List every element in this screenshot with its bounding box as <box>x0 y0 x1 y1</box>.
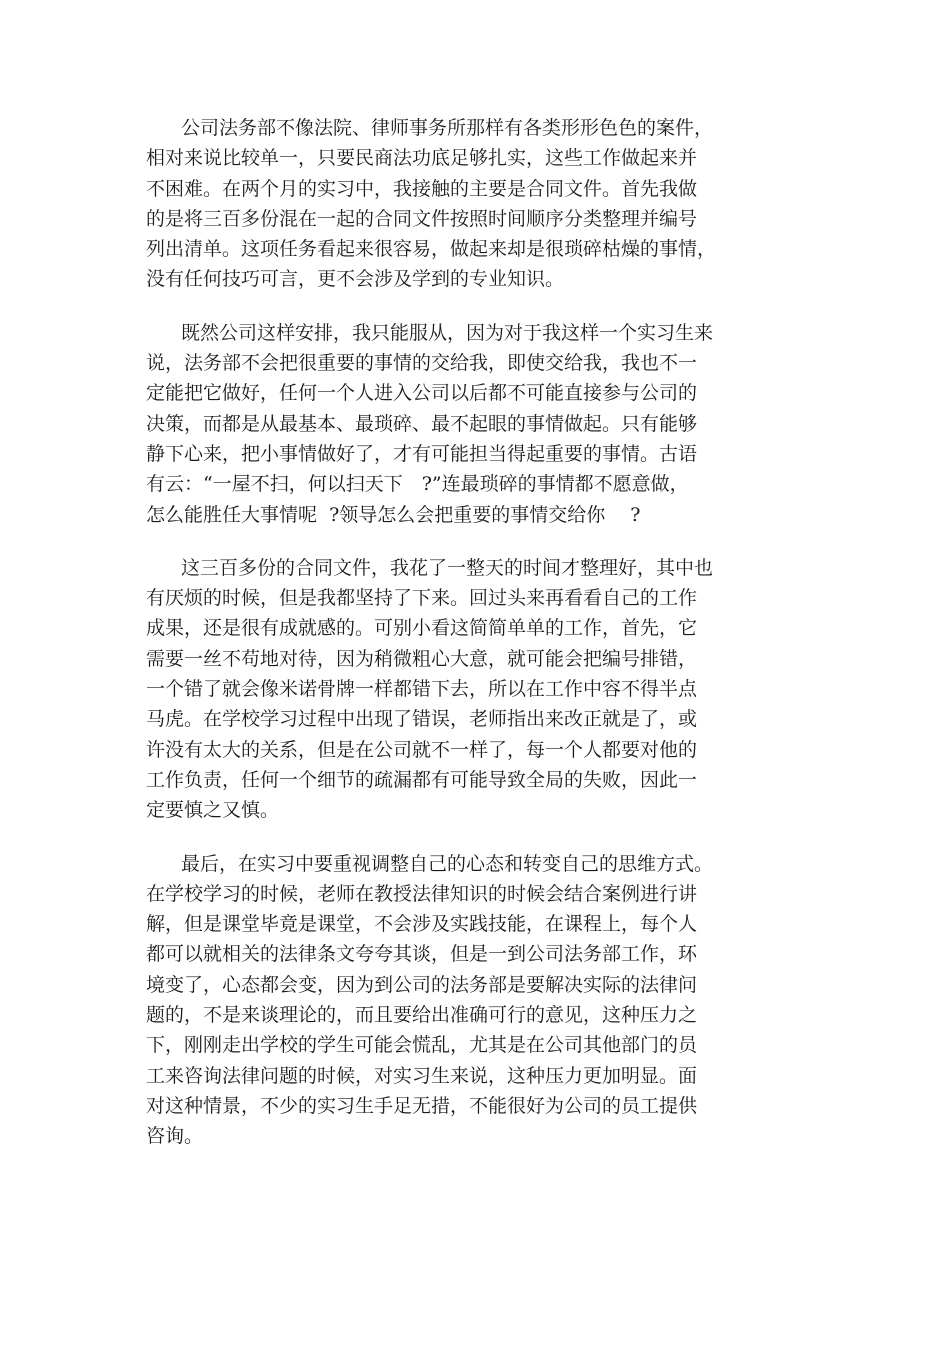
paragraph-3 <box>146 553 786 826</box>
paragraph-2 <box>146 318 786 530</box>
paragraph-1 <box>146 113 786 295</box>
text-line: 不困难。在两个月的实习中，我接触的主要是合同文件。首先我做 <box>146 177 698 200</box>
text-line: 有云：“一屋不扫，何以扫天下 ?”连最琐碎的事情都不愿意做， <box>146 473 689 496</box>
text-line: 工来咨询法律问题的时候，对实习生来说，这种压力更加明显。面 <box>146 1064 698 1087</box>
text-line: 决策，而都是从最基本、最琐碎、最不起眼的事情做起。只有能够 <box>146 412 698 435</box>
text-line: 题的，不是来谈理论的，而且要给出准确可行的意见，这种压力之 <box>146 1004 698 1027</box>
text-line: 定能把它做好，任何一个人进入公司以后都不可能直接参与公司的 <box>146 382 698 405</box>
text-line: 许没有太大的关系，但是在公司就不一样了，每一个人都要对他的 <box>146 738 698 761</box>
text-line: 这三百多份的合同文件，我花了一整天的时间才整理好，其中也 <box>181 556 714 579</box>
text-line: 说，法务部不会把很重要的事情的交给我，即使交给我，我也不一 <box>146 352 698 375</box>
text-line: 都可以就相关的法律条文夸夸其谈，但是一到公司法务部工作，环 <box>146 943 698 966</box>
text-line: 需要一丝不苟地对待，因为稍微粗心大意，就可能会把编号排错， <box>146 647 698 670</box>
text-line: 最后，在实习中要重视调整自己的心态和转变自己的思维方式。 <box>181 852 714 875</box>
text-line: 下，刚刚走出学校的学生可能会慌乱，尤其是在公司其他部门的员 <box>146 1034 698 1057</box>
text-line: 一个错了就会像米诺骨牌一样都错下去，所以在工作中容不得半点 <box>146 678 698 701</box>
text-line: 没有任何技巧可言，更不会涉及学到的专业知识。 <box>146 268 565 291</box>
text-line: 工作负责，任何一个细节的疏漏都有可能导致全局的失败，因此一 <box>146 768 698 791</box>
text-line: 咨询。 <box>146 1125 204 1148</box>
text-line: 对这种情景，不少的实习生手足无措，不能很好为公司的员工提供 <box>146 1094 698 1117</box>
text-line: 怎么能胜任大事情呢 ?领导怎么会把重要的事情交给你 ? <box>146 503 641 526</box>
text-line: 定要慎之又慎。 <box>146 799 280 822</box>
text-line: 马虎。在学校学习过程中出现了错误，老师指出来改正就是了，或 <box>146 708 698 731</box>
text-line: 相对来说比较单一，只要民商法功底足够扎实，这些工作做起来并 <box>146 147 698 170</box>
text-line: 列出清单。这项任务看起来很容易，做起来却是很琐碎枯燥的事情， <box>146 238 717 261</box>
text-line: 成果，还是很有成就感的。可别小看这简简单单的工作，首先，它 <box>146 617 698 640</box>
text-line: 静下心来，把小事情做好了，才有可能担当得起重要的事情。古语 <box>146 442 698 465</box>
document-body <box>146 113 786 1175</box>
text-line: 在学校学习的时候，老师在教授法律知识的时候会结合案例进行讲 <box>146 882 698 905</box>
paragraph-4 <box>146 849 786 1152</box>
text-line: 公司法务部不像法院、律师事务所那样有各类形形色色的案件， <box>181 117 714 139</box>
text-line: 的是将三百多份混在一起的合同文件按照时间顺序分类整理并编号 <box>146 207 698 230</box>
text-line: 境变了，心态都会变，因为到公司的法务部是要解决实际的法律问 <box>146 973 698 996</box>
text-line: 有厌烦的时候，但是我都坚持了下来。回过头来再看看自己的工作 <box>146 587 698 610</box>
text-line: 解，但是课堂毕竟是课堂，不会涉及实践技能，在课程上，每个人 <box>146 913 698 936</box>
text-line: 既然公司这样安排，我只能服从，因为对于我这样一个实习生来 <box>181 321 714 344</box>
